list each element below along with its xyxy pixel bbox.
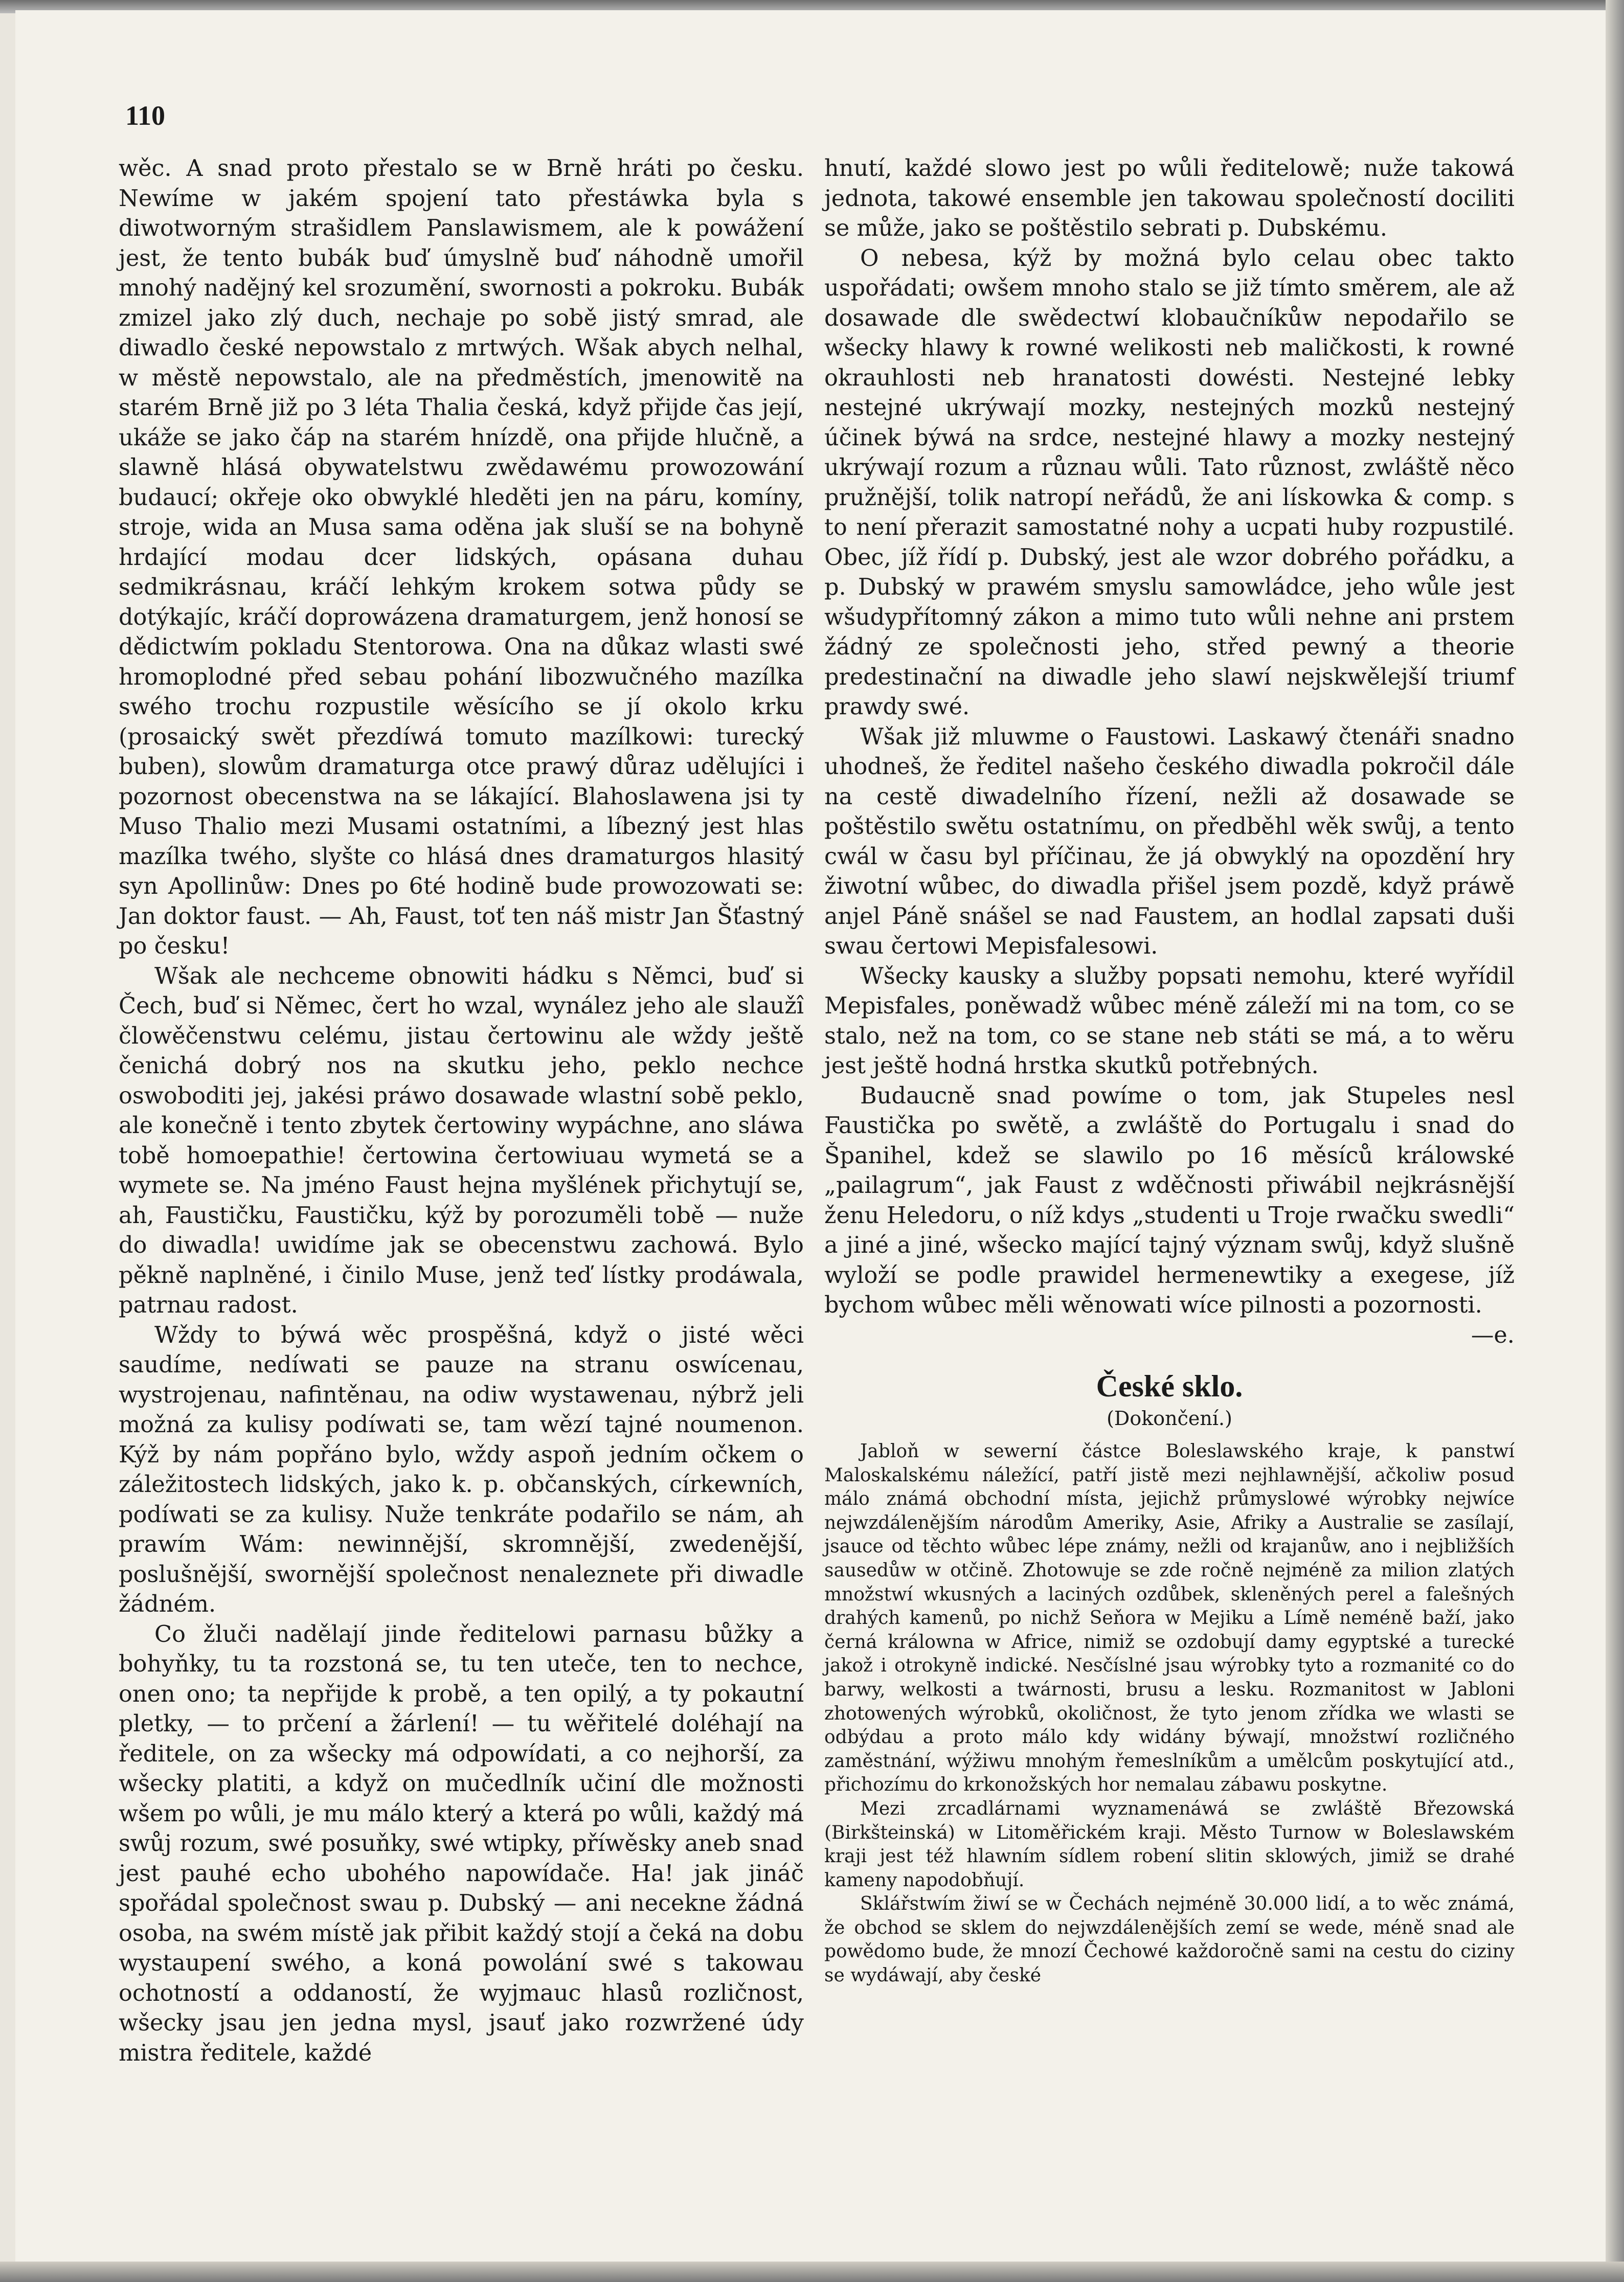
paragraph: wěc. A snad proto přestalo se w Brně hráti po česku. Newíme w jakém spojení tato přestáwka byla s diwotworným strašidlem Panslawismem, ale k powážení jest, že tento bubák buď úmyslně buď náhodně umořil mnohý nadějný kel srozumění, swornosti a pokroku. Bubák zmizel jako zlý duch, nechaje po sobě jistý smrad, ale diwadlo české nepowstalo z mrtwých. Wšak abych nelhal, w městě nepowstalo, ale na předměstích, jmenowitě na starém Brně již po 3 léta Thalia česká, když přijde čas její, ukáže se jako čáp na starém hnízdě, ona přijde hlučně, a slawně hlásá obywatelstwu zwědawému prowozowání budaucí; okřeje oko obwyklé hleděti jen na páru, komíny, stroje, wida an Musa sama oděna jak sluší se na bohyně hrdající modau dcer lidských, opásana duhau sedmikrásnau, kráčí lehkým krokem sotwa půdy se dotýkajíc, kráčí doprowázena dramaturgem, jenž honosí se dědictwím pokladu Stentorowa. Ona na důkaz wlasti swé hromoplodné před sebau pohání libozwučného mazílka swého trochu rozpustile wěsícího se jí okolo krku (prosaický swět přezdíwá tomuto mazílkowi: turecký buben), slowům dramaturga otce prawý důraz udělujíci i pozornost obecenstwa na se lákající. Blahoslawena jsi ty Muso Thalio mezi Musami ostatními, a líbezný jest hlas mazílka twého, slyšte co hlásá dnes dramaturgos hlasitý syn Apollinůw: Dnes po 6té hodině bude prowozowati se: Jan doktor faust. — Ah, Faust, toť ten náš mistr Jan Šťastný po česku! [119, 155, 804, 959]
paragraph: Sklářstwím žiwí se w Čechách nejméně 30.000 lidí, a to wěc známá, že obchod se sklem do nejwzdálenějších zemí se wede, méně snad ale powědomo bude, že mnozí Čechowé každoročně sami na cestu do ciziny se wydáwají, aby české [824, 1893, 1515, 1986]
paragraph: Wšak ale nechceme obnowiti hádku s Němci, buď si Čech, buď si Němec, čert ho wzal, wynález jeho ale slaužî člowěčenstwu celému, jistau čertowinu ale wždy ještě čenichá dobrý nos na skutku jeho, peklo nechce oswoboditi jej, jakési práwo dosawade wlastní sobě peklo, ale konečně i tento zbytek čertowiny wypáchne, ano sláwa tobě homoepathie! čertowina čertowiuau wymetá se a wymete se. Na jméno Faust hejna myšlének přichytují se, ah, Faustičku, Faustičku, kýž by porozuměli tobě — nuže do diwadla! uwidíme jak se obecenstwu zachowá. Bylo pěkně naplněné, i činilo Muse, jenž teď lístky prodáwala, patrnau radost. [119, 962, 804, 1318]
paragraph: Budaucně snad powíme o tom, jak Stupeles nesl Faustička po swětě, a zwláště do Portugalu i snad do Španihel, kdež se slawilo po 16 měsíců králowské „pailagrum“, jak Faust z wděčnosti přiwábil nejkrásnější ženu Heledoru, o níž kdys „studenti u Troje rwačku swedli“ a jiné a jiné, wšecko mající tajný význam swůj, když slušně wyloží se podle prawidel hermenewtiky a exegese, jíž bychom wůbec měli wěnowati wíce pilnosti a pozornosti. [824, 1082, 1515, 1318]
right-column [824, 153, 1515, 1988]
paragraph: Mezi zrcadlárnami wyznamenáwá se zwláště Březowská (Birkšteinská) w Litoměřickém kraji. Město Turnow w Boleslawském kraji jest též hlawním sídlem robení slitin sklowých, jimiž se drahé kameny napodobňují. [824, 1798, 1515, 1891]
paragraph: Wždy to býwá wěc prospěšná, když o jisté wěci saudíme, nedíwati se pauze na stranu oswícenau, wystrojenau, nafintěnau, na odiw wystawenau, nýbrž jeli možná za kulisy podíwati se, tam wězí tajné noumenon. Kýž by nám popřáno bylo, wždy aspoň jedním očkem o záležitostech lidských, jako k. p. občanských, církewních, podíwati se za kulisy. Nuže tenkráte podařilo se nám, ah prawím Wám: newinnější, skromnější, zwedenější, poslušnější, swornější společnost nenaleznete při diwadle žádném. [119, 1321, 804, 1617]
left-column [119, 153, 804, 2068]
page-edge-right [1606, 0, 1624, 2282]
section-subtitle: (Dokončení.) [1107, 1407, 1232, 1430]
paragraph: Co žluči nadělají jinde ředitelowi parnasu bůžky a bohyňky, tu ta rozstoná se, tu ten uteče, ten to nechce, onen ono; ta nepřijde k probě, a ten opilý, a ty pokautní pletky, — to prčení a žárlení! — tu wěřitelé doléhají na ředitele, on za wšecky má odpowídati, a co nejhorší, za wšecky platiti, a když on mučedlník učiní dle možnosti wšem po wůli, je mu málo který a která po wůli, každý má swůj rozum, swé posuňky, swé wtipky, příwěsky aneb snad jest pauhé echo ubohého napowídače. Ha! jak jináč spořádal společnost swau p. Dubský — ani necekne žádná osoba, na swém místě jak přibit každý stojí a čeká na dobu wystaupení swého, a koná powolání swé s takowau ochotností a oddaností, že wyjmauc hlasů rozličnost, wšecky jsau jen jedna mysl, jsauť jako rozwržené údy mistra ředitele, každé [119, 1620, 804, 2066]
paragraph: O nebesa, kýž by možná bylo celau obec takto uspořádati; owšem mnoho stalo se již tímto směrem, ale až dosawade dle swědectwí klobaučníkůw nepodařilo se wšecky hlawy k rowné welikosti neb maličkosti, k rowné okrauhlosti neb hranatosti dowésti. Nestejné lebky nestejné ukrýwají mozky, nestejných mozků nestejný účinek býwá na srdce, nestejné hlawy a mozky nestejný ukrýwají rozum a různau wůli. Tato různost, zwláště něco pružnější, tolik natropí neřádů, že ani lískowka & comp. s to není přerazit samostatné nohy a ucpati huby rozpustilé. Obec, jíž řídí p. Dubský, jest ale wzor dobrého pořádku, a p. Dubský w prawém smyslu samowládce, jeho wůle jest wšudypřítomný zákon a mimo tuto wůli nehne ani prstem žádný ze společnosti jeho, střed pewný a theorie predestinační na diwadle jeho slawí nejskwělejší triumf prawdy swé. [824, 244, 1515, 720]
author-signature: —e. [1471, 1321, 1515, 1348]
paragraph: Wšecky kausky a služby popsati nemohu, které wyřídil Mepisfales, poněwadž wůbec méně záleží mi na tom, co se stalo, než na tom, co se stane neb státi se má, a to wěru jest ještě hodná hrstka skutků potřebných. [824, 962, 1515, 1079]
paragraph: Jabloň w sewerní částce Boleslawského kraje, k panstwí Maloskalskému náležící, patří jistě mezi nejhlawnější, ačkoliw posud málo známá obchodní místa, jejichž průmyslowé wýrobky nejwíce nejwzdálenějším národům Ameriky, Asie, Afriky a Australie se zasílají, jsauce od těchto wůbec lépe známy, nežli od krajanůw, ano i nejbližších sausedůw w otčině. Zhotowuje se zde ročně nejméně za milion zlatých množstwí wkusných a laciných ozdůbek, skleněných perel a falešných drahých kamenů, po nichž Seňora w Mejiku a Límě neméně baží, jako černá králowna w Africe, nimiž se ozdobují damy egyptské a turecké jakož i otrokyně indické. Nesčíslné jsau wýrobky tyto a rozmanité co do barwy, welkosti a twárnosti, brusu a lesku. Rozmanitost w Jabloni zhotowených wýrobků, okoličnost, že tyto jenom zřídka we wlasti se odbýdau a proto málo kdy widány býwají, množstwí rozličného zaměstnání, wýžiwu mnohým řemeslníkům a umělcům poskytující atd., přichozímu do krkonožských hor nemalau zábawu poskytne. [824, 1441, 1515, 1796]
page-number: 110 [125, 100, 166, 131]
paragraph: Wšak již mluwme o Faustowi. Laskawý čtenáři snadno uhodneš, že ředitel našeho českého diwadla pokročil dále na cestě diwadelního řízení, nežli až dosawade se poštěstilo swětu ostatnímu, on předběhl wěk swůj, a tento cwál w času byl příčinau, že já obwyklý na opozdění hry žiwotní wůbec, do diwadla přišel jsem pozdě, když práwě anjel Páně snášel se nad Faustem, an hodlal zapsati duši swau čertowi Mepisfalesowi. [824, 723, 1515, 959]
page-edge-bottom [0, 2262, 1624, 2282]
section-body [824, 1440, 1515, 1988]
section-title: České sklo. [1096, 1369, 1243, 1403]
paragraph: hnutí, každé slowo jest po wůli ředitelowě; nuže takowá jednota, takowé ensemble jen takowau společností dociliti se může, jako se poštěstilo sebrati p. Dubskému. [824, 155, 1515, 241]
